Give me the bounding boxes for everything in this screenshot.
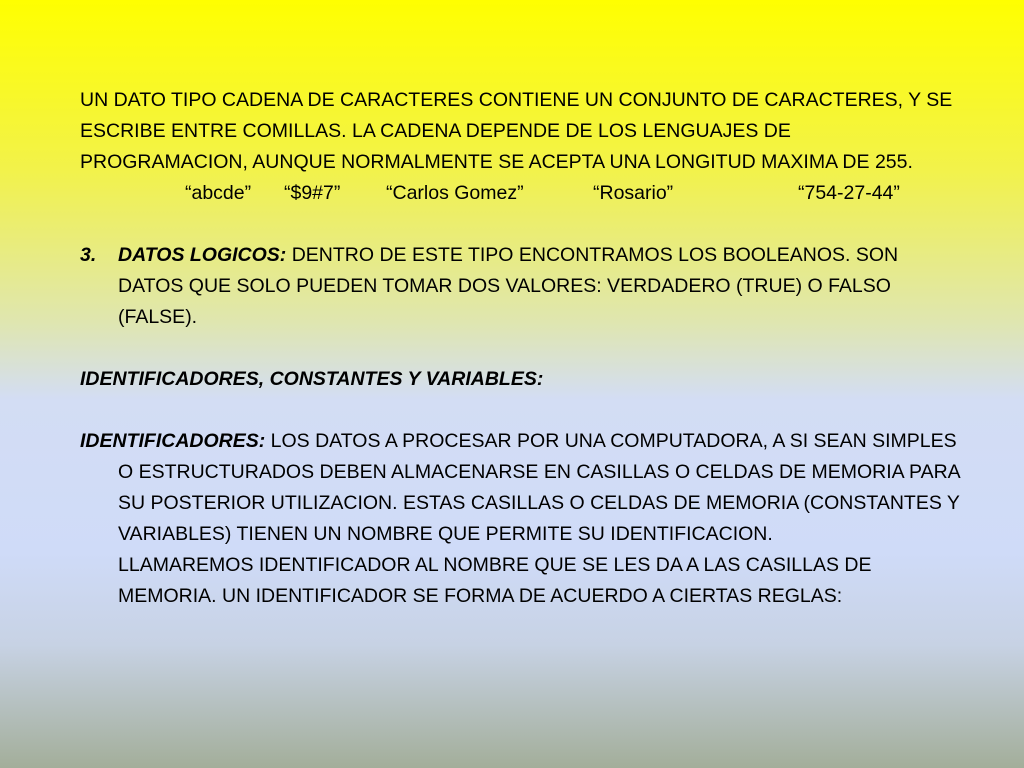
spacer	[80, 333, 960, 364]
datos-logicos-text: DENTRO DE ESTE TIPO ENCONTRAMOS LOS BOOLEANOS. SON DATOS QUE SOLO PUEDEN TOMAR DOS VALORES: VERDADERO (TRUE) O FALSO (FALSE).	[118, 244, 899, 328]
datos-logicos-title: DATOS LOGICOS:	[118, 244, 287, 266]
list-number: 3.	[80, 244, 97, 266]
example-string: “Rosario”	[593, 182, 674, 204]
example-string: “754-27-44”	[798, 182, 900, 204]
spacer	[80, 209, 960, 240]
example-string: “$9#7”	[284, 182, 341, 204]
section-heading: IDENTIFICADORES, CONSTANTES Y VARIABLES:	[80, 368, 544, 390]
identificadores-paragraph	[80, 426, 960, 550]
example-string: “abcde”	[185, 182, 252, 204]
spacer	[80, 395, 960, 426]
example-string: “Carlos Gomez”	[386, 182, 524, 204]
cadena-paragraph: UN DATO TIPO CADENA DE CARACTERES CONTIENE UN CONJUNTO DE CARACTERES, Y SE ESCRIBE ENTRE COMILLAS. LA CADENA DEPENDE DE LOS LENGUAJES DE PROGRAMACION, AUNQUE NORMALMENTE SE ACEPTA UNA LONGITUD MAXIMA DE 255.	[80, 89, 953, 173]
identificadores-text: LOS DATOS A PROCESAR POR UNA COMPUTADORA, A SI SEAN SIMPLES O ESTRUCTURADOS DEBEN ALMACENARSE EN CASILLAS O CELDAS DE MEMORIA PARA SU POSTERIOR UTILIZACION. ESTAS CASILLAS O CELDAS DE MEMORIA (CONSTANTES Y VARIABLES) TIENEN UN NOMBRE QUE PERMITE SU IDENTIFICACION.	[118, 430, 960, 545]
identificadores-title: IDENTIFICADORES:	[80, 430, 266, 452]
identificadores-paragraph-2: LLAMAREMOS IDENTIFICADOR AL NOMBRE QUE SE LES DA A LAS CASILLAS DE MEMORIA. UN IDENTIFICADOR SE FORMA DE ACUERDO A CIERTAS REGLAS:	[118, 554, 872, 607]
slide-body	[80, 85, 960, 612]
list-item-datos-logicos	[80, 240, 960, 333]
string-examples	[80, 178, 960, 209]
